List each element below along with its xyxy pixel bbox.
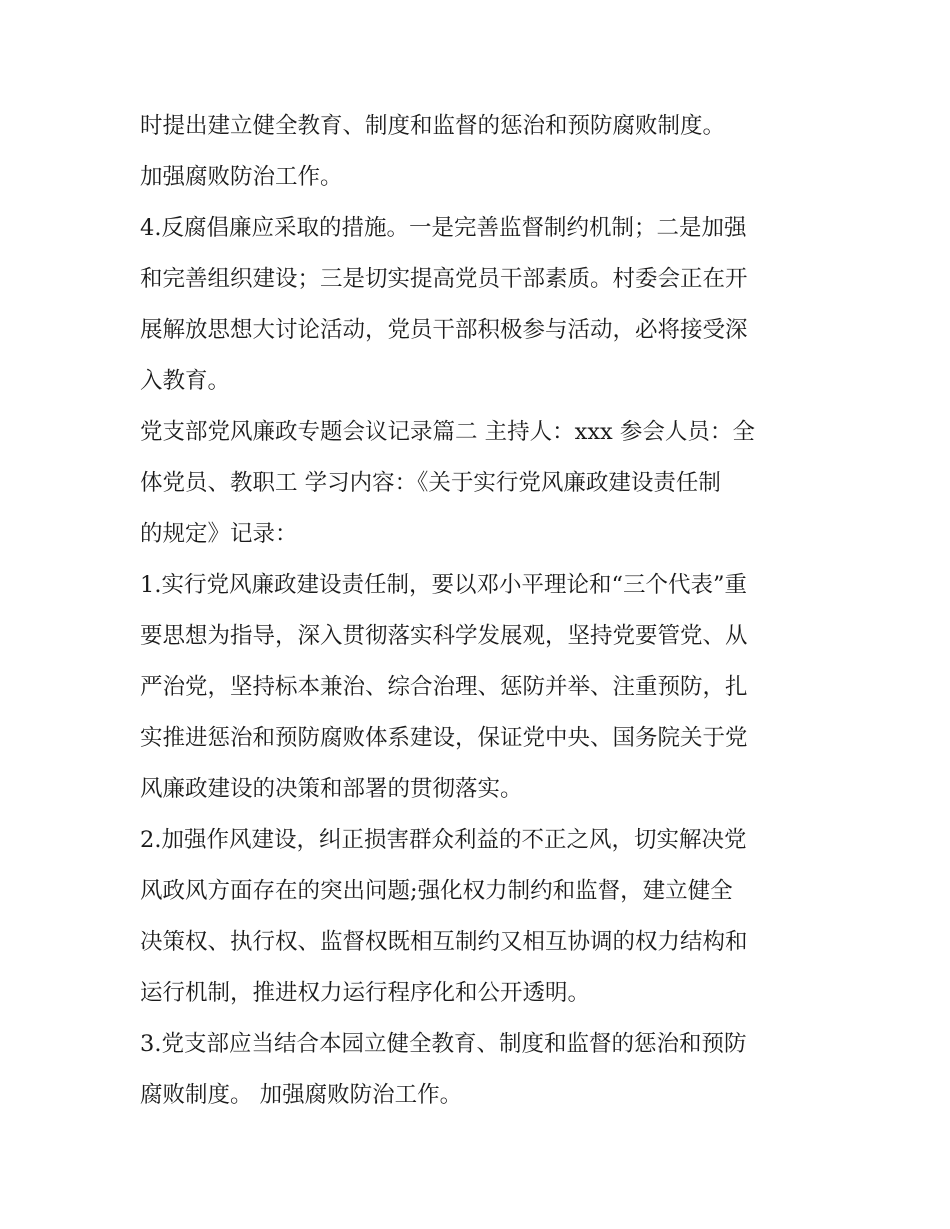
text-line: 腐败制度。 加强腐败防治工作。 [140, 1082, 463, 1108]
text-line: 展解放思想大讨论活动，党员干部积极参与活动，必将接受深 [140, 317, 748, 343]
paragraph-continuation [140, 101, 820, 152]
text-line: 严治党，坚持标本兼治、综合治理、惩防并举、注重预防，扎 [140, 674, 748, 700]
document-body [140, 101, 820, 1121]
text-line: 的规定》记录： [140, 521, 298, 547]
paragraph-item-2 [140, 815, 820, 1019]
text-line: 4.反腐倡廉应采取的措施。一是完善监督制约机制；二是加强 [140, 215, 747, 241]
paragraph-item-1 [140, 560, 820, 815]
text-line: 1.实行党风廉政建设责任制，要以邓小平理论和“三个代表”重 [140, 572, 747, 598]
text-line: 时提出建立健全教育、制度和监督的惩治和预防腐败制度。 [140, 113, 726, 139]
paragraph-item-4 [140, 203, 820, 407]
paragraph-record-two-header [140, 407, 820, 560]
text-line: 体党员、教职工 学习内容：《关于实行党风廉政建设责任制 [140, 470, 721, 496]
text-line: 决策权、执行权、监督权既相互制约又相互协调的权力结构和 [140, 929, 748, 955]
text-line: 2.加强作风建设，纠正损害群众利益的不正之风，切实解决党 [140, 827, 747, 853]
text-line: 3.党支部应当结合本园立健全教育、制度和监督的惩治和预防 [140, 1031, 747, 1057]
paragraph-strengthen-anti-corruption [140, 152, 820, 203]
text-line: 入教育。 [140, 368, 231, 394]
text-line: 党支部党风廉政专题会议记录篇二 主持人：xxx 参会人员：全 [140, 419, 755, 445]
text-line: 风廉政建设的决策和部署的贯彻落实。 [140, 776, 523, 802]
text-line: 加强腐败防治工作。 [140, 164, 343, 190]
paragraph-item-3 [140, 1019, 820, 1121]
text-line: 要思想为指导，深入贯彻落实科学发展观，坚持党要管党、从 [140, 623, 748, 649]
text-line: 和完善组织建设；三是切实提高党员干部素质。村委会正在开 [140, 266, 748, 292]
text-line: 实推进惩治和预防腐败体系建设，保证党中央、国务院关于党 [140, 725, 748, 751]
text-line: 风政风方面存在的突出问题;强化权力制约和监督，建立健全 [140, 878, 733, 904]
text-line: 运行机制，推进权力运行程序化和公开透明。 [140, 980, 591, 1006]
